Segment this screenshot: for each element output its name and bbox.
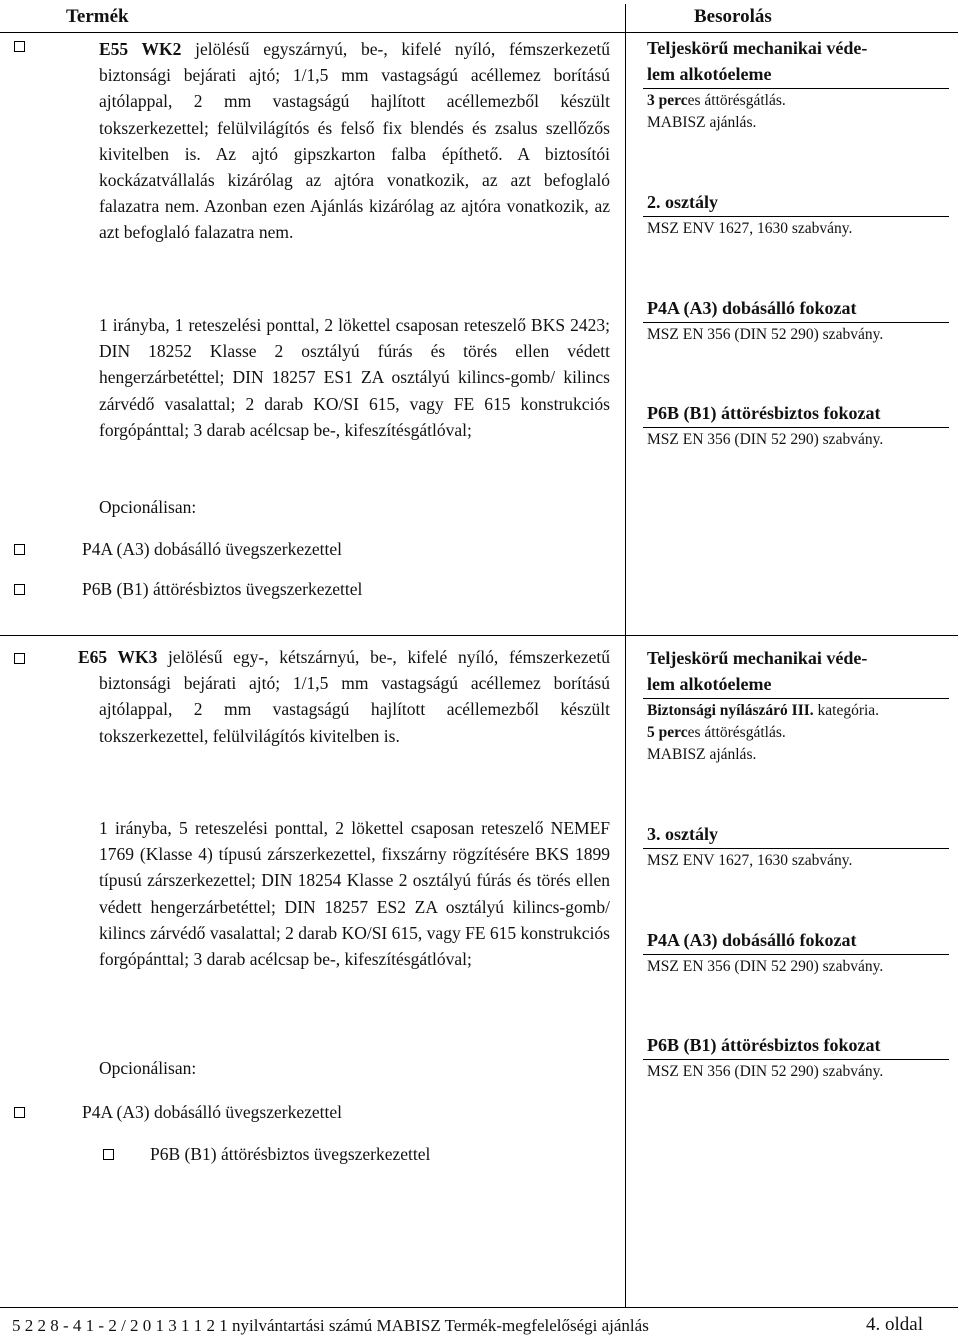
product-description-e55 [99, 36, 610, 246]
lock-description-e55: 1 irányba, 1 reteszelési ponttal, 2 lökettel csaposan reteszelő BKS 2423; DIN 18252 Klasse 2 osztályú fúrás és törés ellen védett hengerzárbetéttel; DIN 18257 ES1 ZA osztályú kilincs-gomb/ kilincs zárvédő vasalattal; 2 darab KO/SI 615, vagy FE 615 konstrukciós forgópánttal; 3 darab acélcsap be-, kifeszítésgátlóval; [99, 315, 610, 440]
product-description-text: jelölésű egyszárnyú, be-, kifelé nyíló, fémszerkezetű biztonsági bejárati ajtó; 1/1,5 mm vastagságú acéllemez borítású ajtólappal, 2 mm vastagságú hajlított acéllemezből készült tokszerkezettel; felülvilágítós és felső fix blendés és zsalus szellőzős kivitelben is. Az ajtó gipszkarton falba építhető. A biztosítói kockázatvállalás kizárólag az ajtóra vonatkozik, az azt befoglaló falazatra nem. Azonban ezen Ajánlás kizárólag az ajtóra vonatkozik, az azt befoglaló falazatra nem. [99, 39, 611, 243]
section-divider [0, 635, 958, 636]
column-header-classification: Besorolás [694, 6, 772, 27]
option-checkbox-p6b[interactable] [14, 584, 25, 595]
class-rule [643, 1059, 949, 1060]
option-label-p4a: P4A (A3) dobásálló üvegszerkezettel [82, 539, 342, 559]
product-checkbox-e55[interactable] [14, 41, 25, 52]
product-description-e65 [78, 644, 610, 749]
burglary-resistance-time: 3 perces áttörésgátlás. [647, 92, 786, 109]
product-code: E55 WK2 [99, 39, 182, 59]
product-description-text: jelölésű egy-, kétszárnyú, be-, kifelé nyíló, fémszerkezetű biztonsági bejárati ajtó; 1/1,5 mm vastagságú acéllemez borítású ajtólappal, 2 mm vastagságú hajlított acéllemezből készült tokszerkezettel, felülvilágítós kivitelben is. [99, 647, 610, 746]
class-rule [643, 427, 949, 428]
footer-reference: 5 2 2 8 - 4 1 - 2 / 2 0 1 3 1 1 2 1 nyilvántartási számú MABISZ Termék-megfelelőségi ajánlás [12, 1316, 649, 1335]
product-code: E65 WK3 [78, 647, 158, 667]
optional-label: Opcionálisan: [99, 1058, 197, 1078]
column-header-product: Termék [66, 6, 129, 27]
class-rule [643, 698, 949, 699]
class-rule [643, 954, 949, 955]
p4a-standard: MSZ EN 356 (DIN 52 290) szabvány. [647, 958, 884, 975]
class-title-line2: lem alkotóeleme [647, 64, 772, 84]
p6b-title: P6B (B1) áttörésbiztos fokozat [647, 1035, 881, 1055]
class-grade-standard: MSZ ENV 1627, 1630 szabvány. [647, 220, 853, 237]
class-rule [643, 322, 949, 323]
option-checkbox-p6b[interactable] [103, 1149, 114, 1160]
mabisz-recommendation: MABISZ ajánlás. [647, 746, 757, 763]
page-number: 4. oldal [866, 1314, 923, 1335]
p6b-title: P6B (B1) áttörésbiztos fokozat [647, 403, 881, 423]
burglary-resistance-time: 5 perces áttörésgátlás. [647, 724, 786, 741]
class-grade-title: 3. osztály [647, 824, 718, 844]
p4a-standard: MSZ EN 356 (DIN 52 290) szabvány. [647, 326, 884, 343]
p6b-standard: MSZ EN 356 (DIN 52 290) szabvány. [647, 431, 884, 448]
class-title-line1: Teljeskörű mechanikai véde- [647, 648, 868, 668]
product-checkbox-e65[interactable] [14, 653, 25, 664]
footer-divider [0, 1307, 958, 1308]
class-grade-title: 2. osztály [647, 192, 718, 212]
header-divider [0, 32, 958, 33]
column-divider [625, 4, 626, 1307]
option-checkbox-p4a[interactable] [14, 1107, 25, 1118]
option-label-p6b: P6B (B1) áttörésbiztos üvegszerkezettel [150, 1144, 431, 1164]
class-title-line1: Teljeskörű mechanikai véde- [647, 38, 868, 58]
class-grade-standard: MSZ ENV 1627, 1630 szabvány. [647, 852, 853, 869]
p6b-standard: MSZ EN 356 (DIN 52 290) szabvány. [647, 1063, 884, 1080]
mabisz-recommendation: MABISZ ajánlás. [647, 114, 757, 131]
class-title-line2: lem alkotóeleme [647, 674, 772, 694]
class-rule [643, 88, 949, 89]
option-label-p6b: P6B (B1) áttörésbiztos üvegszerkezettel [82, 579, 363, 599]
p4a-title: P4A (A3) dobásálló fokozat [647, 298, 857, 318]
class-rule [643, 848, 949, 849]
p4a-title: P4A (A3) dobásálló fokozat [647, 930, 857, 950]
security-category: Biztonsági nyílászáró III. kategória. [647, 702, 880, 719]
optional-label: Opcionálisan: [99, 497, 197, 517]
option-checkbox-p4a[interactable] [14, 544, 25, 555]
option-label-p4a: P4A (A3) dobásálló üvegszerkezettel [82, 1102, 342, 1122]
lock-description-e65: 1 irányba, 5 reteszelési ponttal, 2 lökettel csaposan reteszelő NEMEF 1769 (Klasse 4) típusú zárszerkezettel, fixszárny rögzítésére BKS 1899 típusú zárszerkezettel; DIN 18254 Klasse 2 osztályú fúrás és törés ellen védett hengerzárbetéttel; DIN 18257 ES2 ZA osztályú kilincs-gomb/ kilincs zárvédő vasalattal; 2 darab KO/SI 615, vagy FE 615 konstrukciós forgópánttal; 3 darab acélcsap be-, kifeszítésgátlóval; [99, 818, 610, 970]
class-rule [643, 216, 949, 217]
